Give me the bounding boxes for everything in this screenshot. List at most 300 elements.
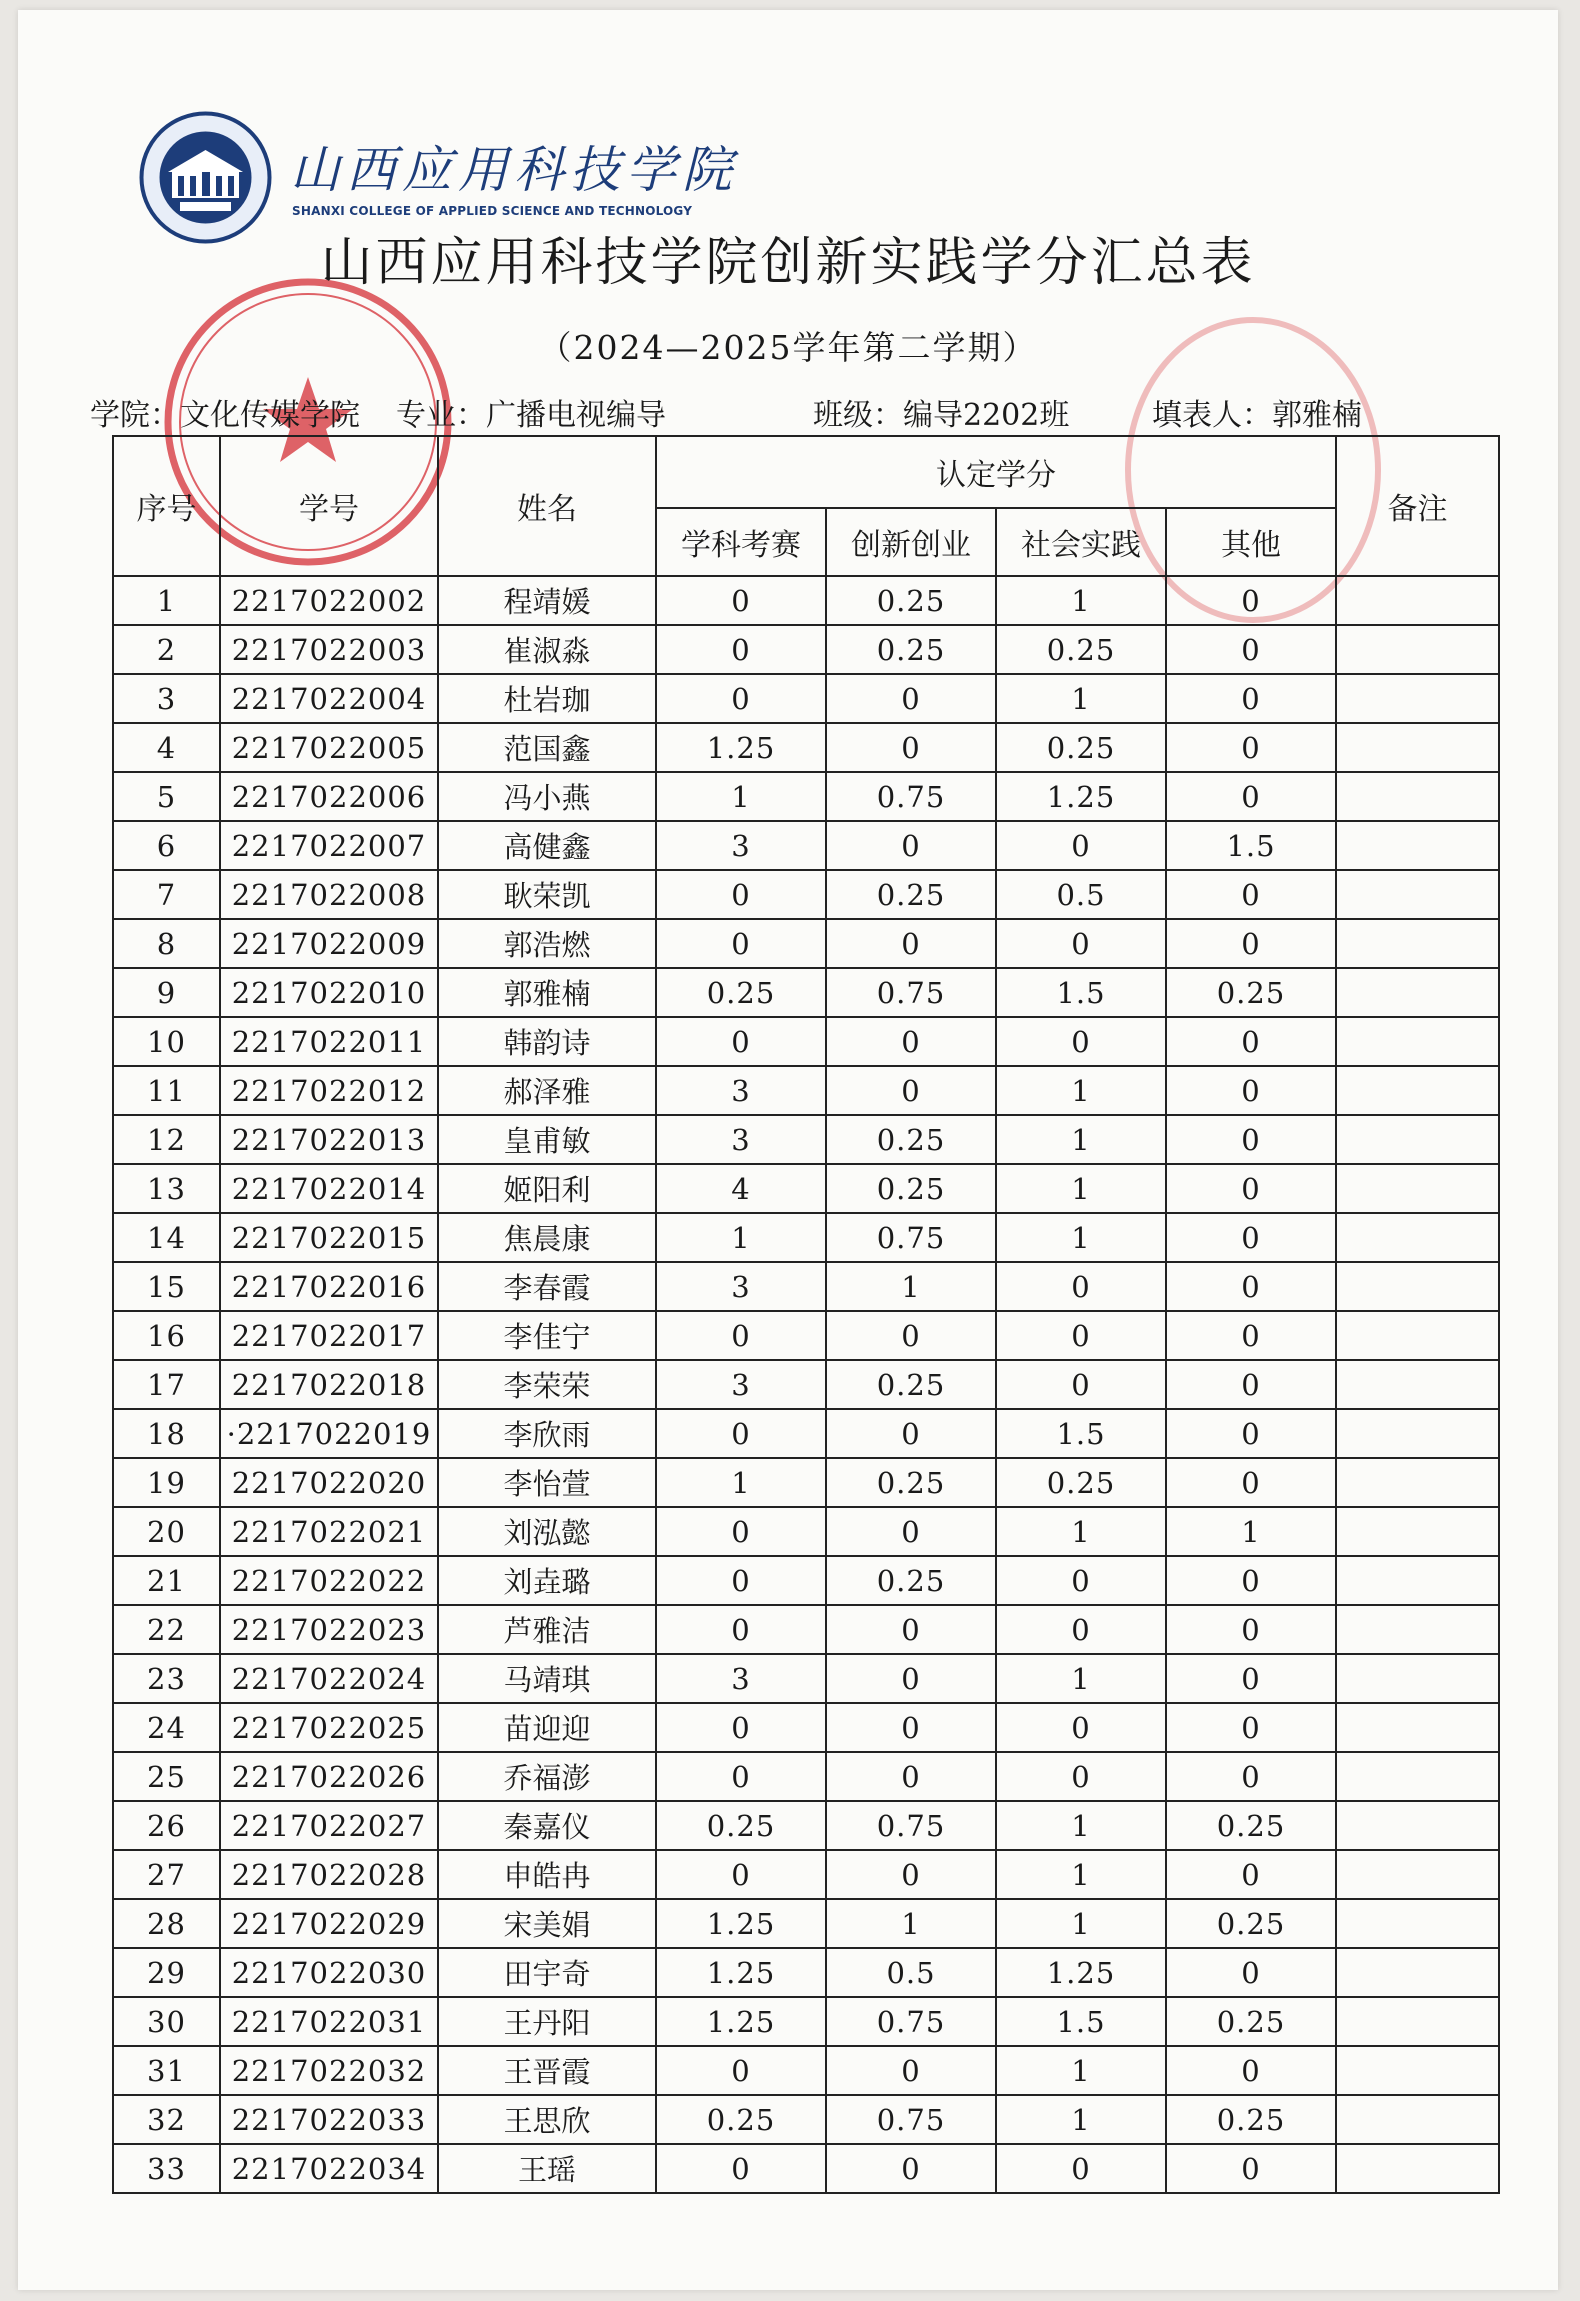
table-row — [113, 674, 1499, 723]
cell-competition: 1 — [656, 1213, 826, 1262]
table-row — [113, 1752, 1499, 1801]
cell-innovation: 0.75 — [826, 2095, 996, 2144]
table-row — [113, 1262, 1499, 1311]
cell-competition: 1.25 — [656, 1997, 826, 2046]
cell-remark — [1336, 919, 1499, 968]
cell-student-id: 2217022030 — [220, 1948, 438, 1997]
cell-innovation: 0.25 — [826, 625, 996, 674]
cell-competition: 3 — [656, 1654, 826, 1703]
table-row — [113, 919, 1499, 968]
cell-competition: 0.25 — [656, 2095, 826, 2144]
cell-social: 1 — [996, 1654, 1166, 1703]
cell-index: 11 — [113, 1066, 220, 1115]
cell-name: 田宇奇 — [438, 1948, 656, 1997]
cell-name: 皇甫敏 — [438, 1115, 656, 1164]
table-row — [113, 2144, 1499, 2193]
cell-student-id: 2217022016 — [220, 1262, 438, 1311]
cell-remark — [1336, 1801, 1499, 1850]
cell-social: 0 — [996, 1311, 1166, 1360]
college-name-calligraphy: 山西应用科技学院 — [290, 141, 738, 199]
cell-competition: 0 — [656, 870, 826, 919]
cell-other: 0 — [1166, 1066, 1336, 1115]
cell-remark — [1336, 674, 1499, 723]
cell-remark — [1336, 1115, 1499, 1164]
cell-social: 1.25 — [996, 1948, 1166, 1997]
cell-student-id: ·2217022019 — [220, 1409, 438, 1458]
cell-social: 1 — [996, 576, 1166, 625]
credit-summary-table — [112, 435, 1500, 2194]
cell-index: 5 — [113, 772, 220, 821]
cell-index: 30 — [113, 1997, 220, 2046]
cell-social: 1 — [996, 1899, 1166, 1948]
cell-social: 1 — [996, 2095, 1166, 2144]
cell-remark — [1336, 1654, 1499, 1703]
header-credits-group: 认定学分 — [656, 436, 1336, 508]
cell-social: 1 — [996, 1801, 1166, 1850]
cell-competition: 0 — [656, 1507, 826, 1556]
cell-student-id: 2217022009 — [220, 919, 438, 968]
cell-innovation: 0 — [826, 1066, 996, 1115]
cell-competition: 3 — [656, 1262, 826, 1311]
cell-innovation: 0 — [826, 1654, 996, 1703]
cell-index: 3 — [113, 674, 220, 723]
cell-competition: 1.25 — [656, 1899, 826, 1948]
cell-competition: 0 — [656, 2046, 826, 2095]
cell-innovation: 0.25 — [826, 1115, 996, 1164]
cell-student-id: 2217022023 — [220, 1605, 438, 1654]
cell-name: 范国鑫 — [438, 723, 656, 772]
cell-other: 0 — [1166, 772, 1336, 821]
cell-other: 0 — [1166, 1752, 1336, 1801]
cell-remark — [1336, 1311, 1499, 1360]
cell-social: 1 — [996, 1066, 1166, 1115]
cell-social: 0 — [996, 1556, 1166, 1605]
header-student-id: 学号 — [220, 436, 438, 576]
document-sheet — [18, 10, 1558, 2290]
cell-innovation: 0 — [826, 1703, 996, 1752]
table-row — [113, 1115, 1499, 1164]
cell-competition: 1.25 — [656, 723, 826, 772]
cell-student-id: 2217022025 — [220, 1703, 438, 1752]
cell-index: 33 — [113, 2144, 220, 2193]
cell-remark — [1336, 2095, 1499, 2144]
cell-index: 26 — [113, 1801, 220, 1850]
cell-social: 0 — [996, 2144, 1166, 2193]
cell-name: 李怡萱 — [438, 1458, 656, 1507]
table-row — [113, 1360, 1499, 1409]
cell-competition: 0.25 — [656, 968, 826, 1017]
cell-name: 郝泽雅 — [438, 1066, 656, 1115]
cell-remark — [1336, 576, 1499, 625]
cell-student-id: 2217022031 — [220, 1997, 438, 2046]
cell-index: 27 — [113, 1850, 220, 1899]
cell-social: 1.25 — [996, 772, 1166, 821]
cell-name: 王瑶 — [438, 2144, 656, 2193]
cell-student-id: 2217022026 — [220, 1752, 438, 1801]
cell-index: 28 — [113, 1899, 220, 1948]
cell-other: 0 — [1166, 674, 1336, 723]
cell-other: 0 — [1166, 576, 1336, 625]
cell-remark — [1336, 870, 1499, 919]
cell-innovation: 1 — [826, 1262, 996, 1311]
cell-remark — [1336, 1262, 1499, 1311]
cell-competition: 1 — [656, 1458, 826, 1507]
meta-filler: 填表人：郭雅楠 — [1152, 398, 1362, 433]
cell-student-id: 2217022029 — [220, 1899, 438, 1948]
cell-remark — [1336, 1164, 1499, 1213]
header-competition: 学科考赛 — [656, 508, 826, 576]
cell-innovation: 0 — [826, 1409, 996, 1458]
table-row — [113, 625, 1499, 674]
cell-innovation: 0 — [826, 1752, 996, 1801]
header-other: 其他 — [1166, 508, 1336, 576]
cell-competition: 0 — [656, 1752, 826, 1801]
cell-name: 王晋霞 — [438, 2046, 656, 2095]
cell-other: 0 — [1166, 1409, 1336, 1458]
cell-competition: 0 — [656, 674, 826, 723]
cell-other: 0 — [1166, 2046, 1336, 2095]
cell-other: 0.25 — [1166, 1899, 1336, 1948]
table-row — [113, 2046, 1499, 2095]
cell-innovation: 0 — [826, 1605, 996, 1654]
cell-social: 0 — [996, 1752, 1166, 1801]
cell-innovation: 0 — [826, 723, 996, 772]
cell-name: 乔福澎 — [438, 1752, 656, 1801]
table-row — [113, 1556, 1499, 1605]
cell-competition: 0 — [656, 2144, 826, 2193]
cell-other: 1 — [1166, 1507, 1336, 1556]
cell-social: 1 — [996, 1507, 1166, 1556]
cell-remark — [1336, 723, 1499, 772]
cell-index: 2 — [113, 625, 220, 674]
cell-other: 0 — [1166, 1605, 1336, 1654]
cell-other: 0 — [1166, 1213, 1336, 1262]
cell-name: 姬阳利 — [438, 1164, 656, 1213]
meta-class: 班级：编导2202班 — [813, 398, 1070, 433]
cell-index: 15 — [113, 1262, 220, 1311]
cell-competition: 0 — [656, 1311, 826, 1360]
cell-innovation: 0 — [826, 1017, 996, 1066]
cell-social: 1.5 — [996, 968, 1166, 1017]
cell-social: 1 — [996, 1213, 1166, 1262]
cell-social: 1 — [996, 1115, 1166, 1164]
table-row — [113, 1458, 1499, 1507]
cell-index: 32 — [113, 2095, 220, 2144]
cell-remark — [1336, 772, 1499, 821]
cell-social: 0.25 — [996, 625, 1166, 674]
cell-competition: 3 — [656, 1066, 826, 1115]
cell-name: 郭浩燃 — [438, 919, 656, 968]
cell-remark — [1336, 1213, 1499, 1262]
cell-student-id: 2217022006 — [220, 772, 438, 821]
cell-competition: 3 — [656, 1360, 826, 1409]
table-row — [113, 1850, 1499, 1899]
header-name: 姓名 — [438, 436, 656, 576]
cell-innovation: 0.25 — [826, 870, 996, 919]
cell-competition: 0 — [656, 1556, 826, 1605]
cell-name: 刘垚璐 — [438, 1556, 656, 1605]
cell-student-id: 2217022004 — [220, 674, 438, 723]
cell-index: 20 — [113, 1507, 220, 1556]
cell-index: 6 — [113, 821, 220, 870]
table-row — [113, 1507, 1499, 1556]
cell-innovation: 0.5 — [826, 1948, 996, 1997]
cell-index: 24 — [113, 1703, 220, 1752]
cell-name: 宋美娟 — [438, 1899, 656, 1948]
cell-social: 0.25 — [996, 723, 1166, 772]
table-row — [113, 2095, 1499, 2144]
cell-name: 王思欣 — [438, 2095, 656, 2144]
cell-social: 0.25 — [996, 1458, 1166, 1507]
cell-student-id: 2217022022 — [220, 1556, 438, 1605]
cell-remark — [1336, 1360, 1499, 1409]
cell-remark — [1336, 1850, 1499, 1899]
cell-competition: 0 — [656, 919, 826, 968]
cell-other: 1.5 — [1166, 821, 1336, 870]
cell-index: 18 — [113, 1409, 220, 1458]
cell-remark — [1336, 1752, 1499, 1801]
table-row — [113, 1311, 1499, 1360]
cell-index: 10 — [113, 1017, 220, 1066]
cell-name: 李佳宁 — [438, 1311, 656, 1360]
cell-competition: 1.25 — [656, 1948, 826, 1997]
cell-competition: 0 — [656, 1017, 826, 1066]
cell-name: 刘泓懿 — [438, 1507, 656, 1556]
cell-other: 0 — [1166, 1556, 1336, 1605]
table-row — [113, 772, 1499, 821]
cell-index: 8 — [113, 919, 220, 968]
cell-index: 4 — [113, 723, 220, 772]
cell-innovation: 0 — [826, 1311, 996, 1360]
cell-student-id: 2217022020 — [220, 1458, 438, 1507]
cell-remark — [1336, 821, 1499, 870]
cell-index: 29 — [113, 1948, 220, 1997]
table-row — [113, 1213, 1499, 1262]
cell-other: 0 — [1166, 1948, 1336, 1997]
cell-other: 0 — [1166, 1850, 1336, 1899]
cell-other: 0 — [1166, 1115, 1336, 1164]
cell-student-id: 2217022010 — [220, 968, 438, 1017]
cell-remark — [1336, 1703, 1499, 1752]
cell-competition: 0 — [656, 625, 826, 674]
cell-social: 1.5 — [996, 1409, 1166, 1458]
cell-competition: 0 — [656, 1605, 826, 1654]
cell-other: 0.25 — [1166, 1801, 1336, 1850]
cell-other: 0 — [1166, 1164, 1336, 1213]
cell-remark — [1336, 1017, 1499, 1066]
cell-competition: 0 — [656, 576, 826, 625]
cell-student-id: 2217022033 — [220, 2095, 438, 2144]
table-row — [113, 821, 1499, 870]
table-row — [113, 576, 1499, 625]
cell-remark — [1336, 1997, 1499, 2046]
cell-name: 冯小燕 — [438, 772, 656, 821]
cell-innovation: 0.75 — [826, 1213, 996, 1262]
cell-index: 1 — [113, 576, 220, 625]
cell-remark — [1336, 625, 1499, 674]
cell-remark — [1336, 1605, 1499, 1654]
cell-student-id: 2217022017 — [220, 1311, 438, 1360]
cell-other: 0 — [1166, 1654, 1336, 1703]
cell-student-id: 2217022007 — [220, 821, 438, 870]
table-row — [113, 1899, 1499, 1948]
table-row — [113, 1164, 1499, 1213]
cell-innovation: 0 — [826, 821, 996, 870]
cell-index: 14 — [113, 1213, 220, 1262]
cell-student-id: 2217022013 — [220, 1115, 438, 1164]
header-index: 序号 — [113, 436, 220, 576]
cell-competition: 3 — [656, 1115, 826, 1164]
cell-social: 1 — [996, 2046, 1166, 2095]
cell-student-id: 2217022008 — [220, 870, 438, 919]
cell-index: 9 — [113, 968, 220, 1017]
cell-remark — [1336, 1948, 1499, 1997]
cell-remark — [1336, 2144, 1499, 2193]
cell-other: 0 — [1166, 723, 1336, 772]
cell-name: 程靖媛 — [438, 576, 656, 625]
cell-other: 0 — [1166, 1703, 1336, 1752]
cell-index: 13 — [113, 1164, 220, 1213]
cell-student-id: 2217022028 — [220, 1850, 438, 1899]
cell-remark — [1336, 968, 1499, 1017]
table-row — [113, 1703, 1499, 1752]
cell-index: 7 — [113, 870, 220, 919]
cell-remark — [1336, 1556, 1499, 1605]
cell-index: 25 — [113, 1752, 220, 1801]
cell-other: 0 — [1166, 1360, 1336, 1409]
cell-student-id: 2217022034 — [220, 2144, 438, 2193]
cell-other: 0 — [1166, 625, 1336, 674]
table-row — [113, 1017, 1499, 1066]
document-title: 山西应用科技学院创新实践学分汇总表 — [320, 233, 1256, 293]
cell-index: 17 — [113, 1360, 220, 1409]
cell-social: 0.5 — [996, 870, 1166, 919]
cell-remark — [1336, 1458, 1499, 1507]
cell-student-id: 2217022014 — [220, 1164, 438, 1213]
cell-other: 0.25 — [1166, 1997, 1336, 2046]
cell-student-id: 2217022002 — [220, 576, 438, 625]
cell-other: 0 — [1166, 1458, 1336, 1507]
cell-index: 22 — [113, 1605, 220, 1654]
cell-innovation: 0 — [826, 2046, 996, 2095]
cell-student-id: 2217022018 — [220, 1360, 438, 1409]
cell-name: 高健鑫 — [438, 821, 656, 870]
cell-student-id: 2217022027 — [220, 1801, 438, 1850]
cell-innovation: 0.75 — [826, 772, 996, 821]
cell-competition: 1 — [656, 772, 826, 821]
cell-name: 耿荣凯 — [438, 870, 656, 919]
cell-social: 0 — [996, 1262, 1166, 1311]
cell-remark — [1336, 1899, 1499, 1948]
cell-name: 苗迎迎 — [438, 1703, 656, 1752]
cell-innovation: 0 — [826, 1507, 996, 1556]
table-row — [113, 1948, 1499, 1997]
cell-name: 李春霞 — [438, 1262, 656, 1311]
header-remark: 备注 — [1336, 436, 1499, 576]
cell-other: 0 — [1166, 1262, 1336, 1311]
header-social: 社会实践 — [996, 508, 1166, 576]
cell-student-id: 2217022003 — [220, 625, 438, 674]
cell-student-id: 2217022032 — [220, 2046, 438, 2095]
cell-index: 16 — [113, 1311, 220, 1360]
table-row — [113, 1605, 1499, 1654]
cell-innovation: 0 — [826, 1850, 996, 1899]
cell-name: 韩韵诗 — [438, 1017, 656, 1066]
table-row — [113, 1654, 1499, 1703]
header-innovation: 创新创业 — [826, 508, 996, 576]
cell-remark — [1336, 1507, 1499, 1556]
cell-social: 0 — [996, 1360, 1166, 1409]
cell-innovation: 0 — [826, 919, 996, 968]
document-subtitle: （2024—2025学年第二学期） — [538, 328, 1038, 367]
cell-student-id: 2217022021 — [220, 1507, 438, 1556]
cell-other: 0 — [1166, 919, 1336, 968]
cell-index: 19 — [113, 1458, 220, 1507]
table-row — [113, 1801, 1499, 1850]
cell-index: 12 — [113, 1115, 220, 1164]
cell-index: 31 — [113, 2046, 220, 2095]
cell-other: 0.25 — [1166, 2095, 1336, 2144]
cell-remark — [1336, 2046, 1499, 2095]
cell-student-id: 2217022024 — [220, 1654, 438, 1703]
table-row — [113, 1066, 1499, 1115]
cell-other: 0 — [1166, 870, 1336, 919]
cell-other: 0 — [1166, 1017, 1336, 1066]
cell-name: 秦嘉仪 — [438, 1801, 656, 1850]
cell-social: 0 — [996, 919, 1166, 968]
cell-name: 马靖琪 — [438, 1654, 656, 1703]
cell-remark — [1336, 1409, 1499, 1458]
meta-major: 专业：广播电视编导 — [396, 398, 666, 433]
cell-innovation: 0.25 — [826, 1360, 996, 1409]
table-row — [113, 1997, 1499, 2046]
cell-student-id: 2217022012 — [220, 1066, 438, 1115]
cell-competition: 0 — [656, 1703, 826, 1752]
table-row — [113, 1409, 1499, 1458]
cell-name: 焦晨康 — [438, 1213, 656, 1262]
cell-name: 李欣雨 — [438, 1409, 656, 1458]
cell-innovation: 1 — [826, 1899, 996, 1948]
cell-name: 申皓冉 — [438, 1850, 656, 1899]
meta-college: 学院：文化传媒学院 — [90, 398, 360, 433]
cell-name: 崔淑淼 — [438, 625, 656, 674]
cell-social: 1 — [996, 674, 1166, 723]
cell-other: 0 — [1166, 2144, 1336, 2193]
cell-name: 芦雅洁 — [438, 1605, 656, 1654]
cell-social: 1 — [996, 1164, 1166, 1213]
cell-index: 23 — [113, 1654, 220, 1703]
cell-competition: 0.25 — [656, 1801, 826, 1850]
cell-innovation: 0.25 — [826, 1164, 996, 1213]
cell-innovation: 0 — [826, 674, 996, 723]
cell-competition: 0 — [656, 1850, 826, 1899]
cell-innovation: 0 — [826, 2144, 996, 2193]
cell-name: 王丹阳 — [438, 1997, 656, 2046]
cell-social: 1 — [996, 1850, 1166, 1899]
cell-name: 李荣荣 — [438, 1360, 656, 1409]
table-row — [113, 723, 1499, 772]
cell-name: 郭雅楠 — [438, 968, 656, 1017]
cell-social: 0 — [996, 821, 1166, 870]
cell-student-id: 2217022015 — [220, 1213, 438, 1262]
cell-other: 0 — [1166, 1311, 1336, 1360]
cell-innovation: 0.25 — [826, 1556, 996, 1605]
cell-name: 杜岩珈 — [438, 674, 656, 723]
cell-social: 0 — [996, 1605, 1166, 1654]
table-row — [113, 870, 1499, 919]
cell-social: 1.5 — [996, 1997, 1166, 2046]
cell-social: 0 — [996, 1017, 1166, 1066]
